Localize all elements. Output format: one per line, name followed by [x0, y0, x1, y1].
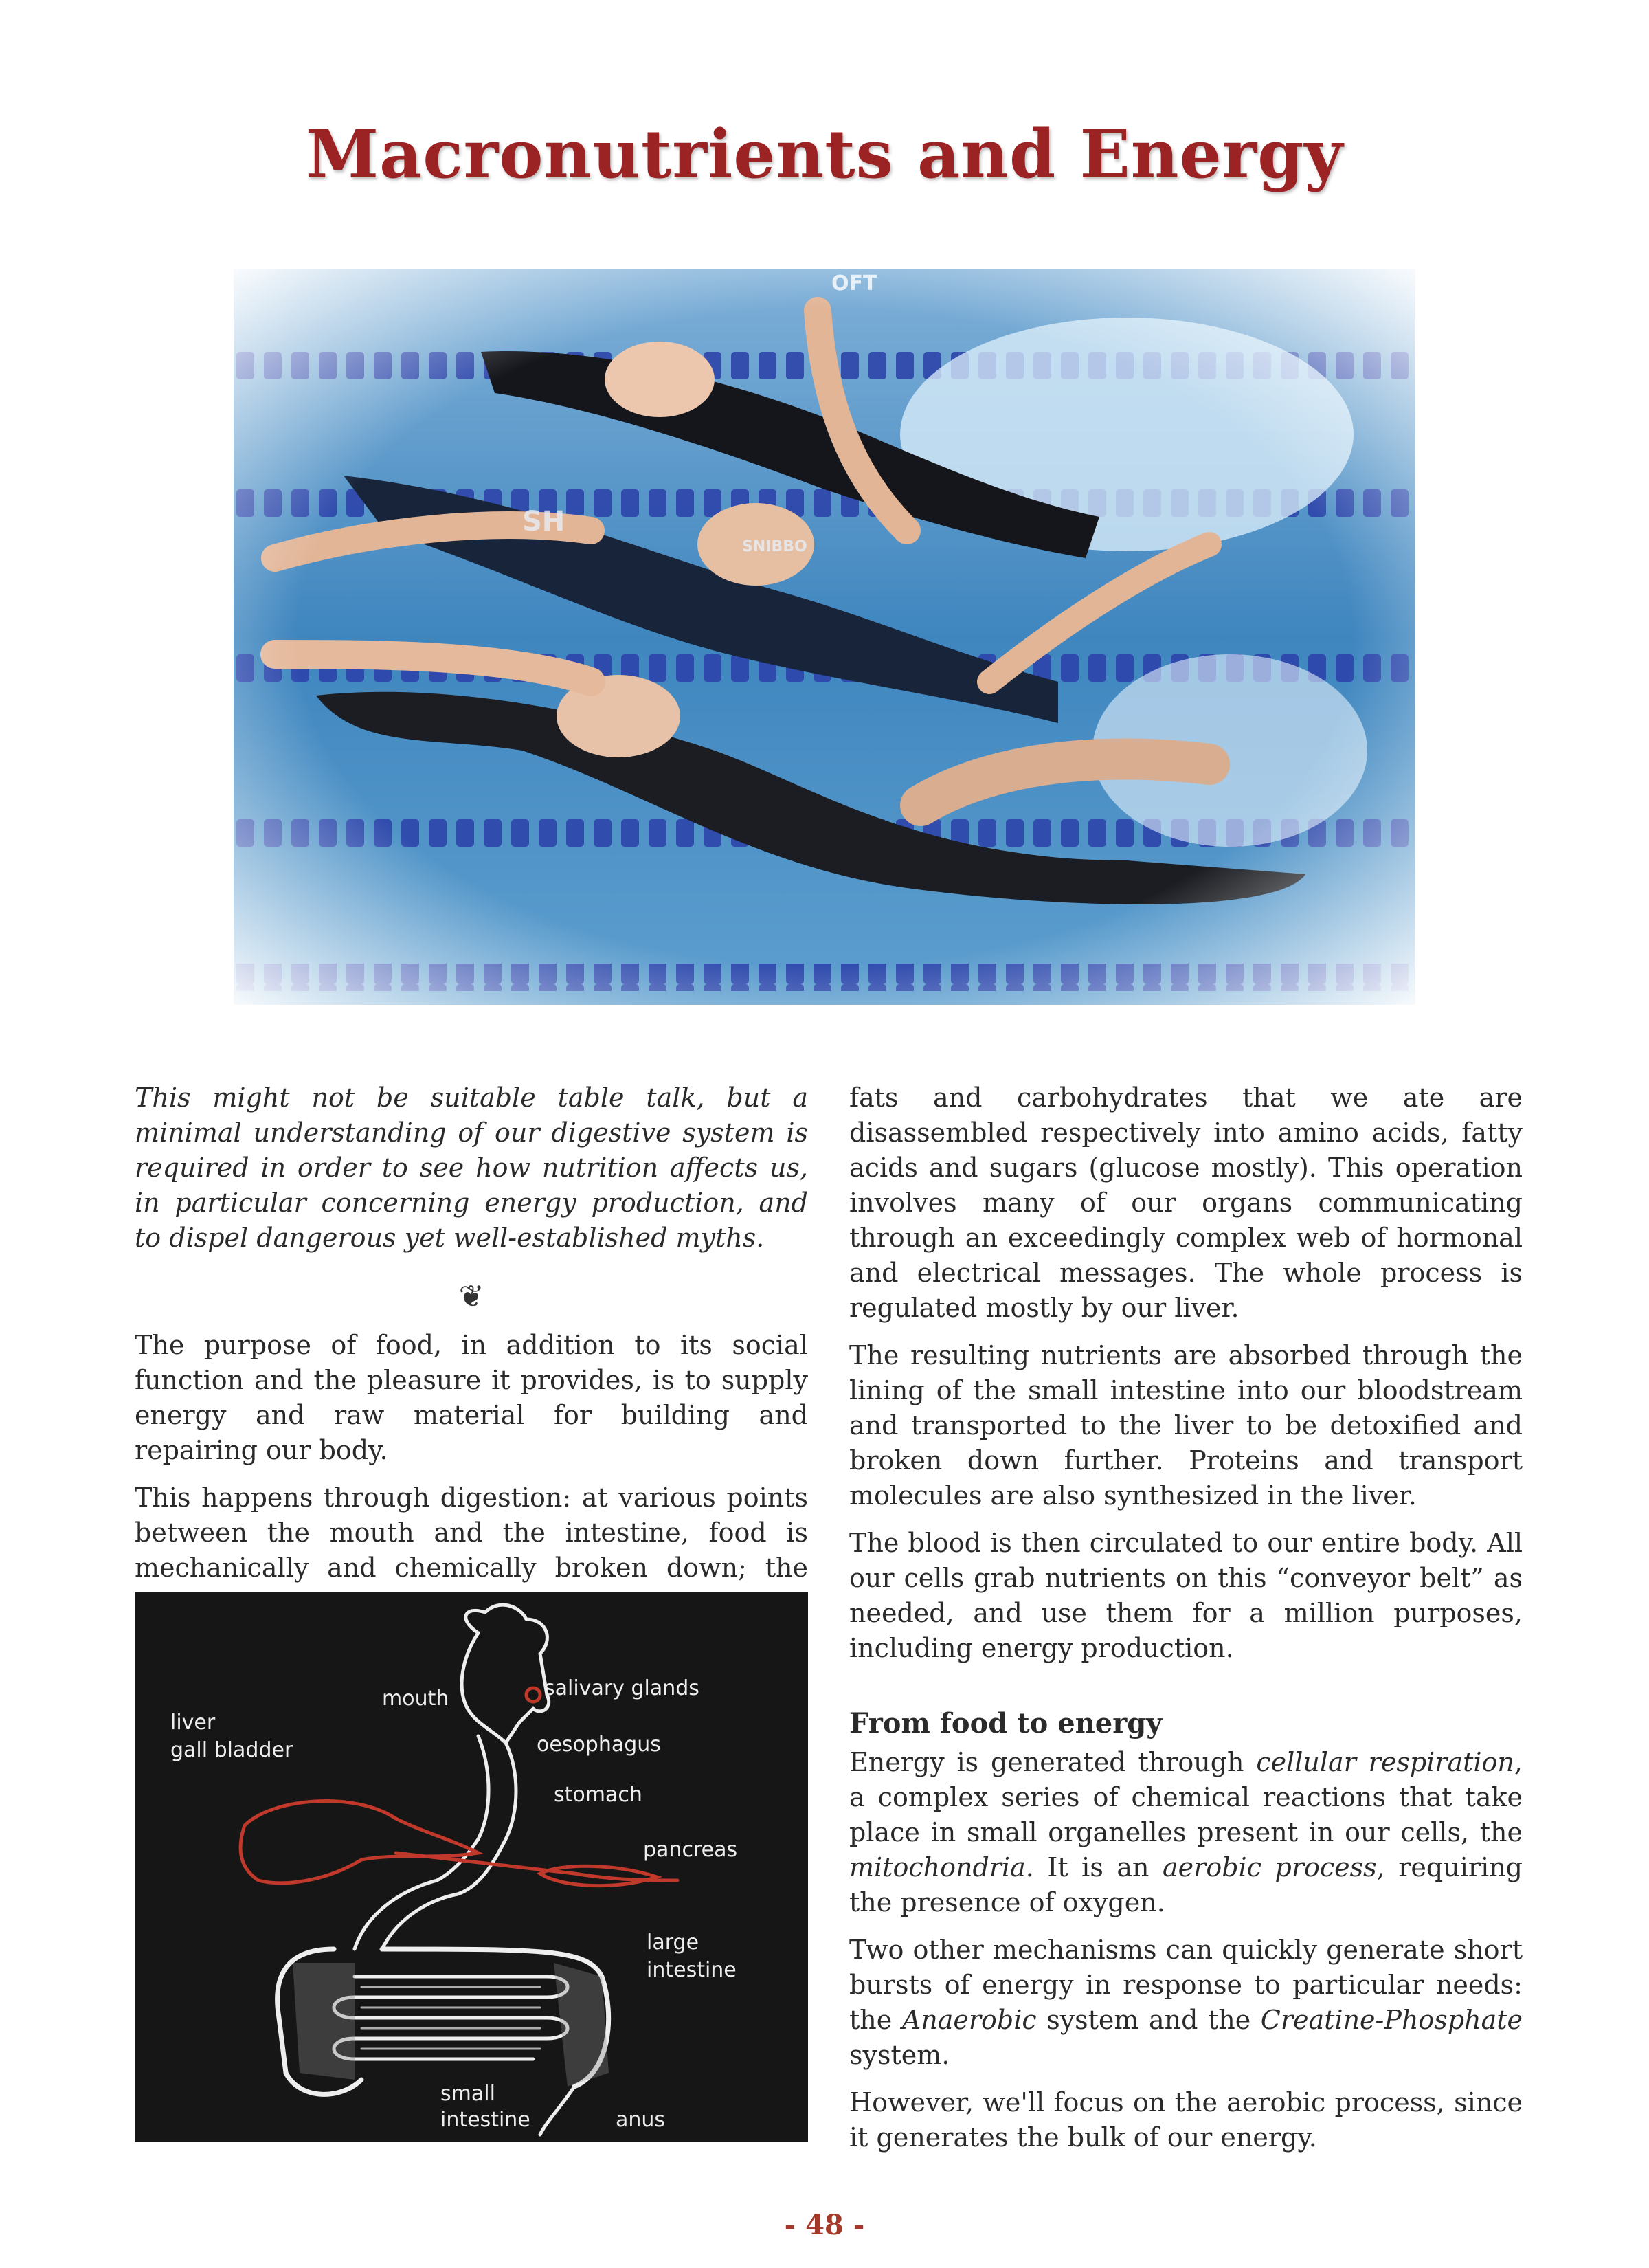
mechanisms-paragraph [849, 1933, 1523, 2073]
paragraph: The purpose of food, in addition to its social function and the pleasure it provides, is to supply energy and raw material for building and repairing our body. [135, 1330, 808, 1465]
paragraph: fats and carbohydrates that we ate are disassembled respectively into amino acids, fatty acids and sugars (glucose mostly). This operation involves many of our organs communicating through an exceedingly complex web of hormonal and electrical messages. The whole process is regulated mostly by our liver. [849, 1082, 1523, 1323]
label-oesophagus: oesophagus [537, 1733, 661, 1757]
emphasis-text: aerobic process [1163, 1852, 1377, 1882]
label-salivary-glands: salivary glands [544, 1676, 699, 1700]
sign-mark-oft: OFT [831, 271, 877, 296]
text-span: , a complex series of chemical reactions that take place in small organelles present in our cells, the [849, 1747, 1523, 1847]
label-pancreas: pancreas [643, 1838, 738, 1862]
label-large-intestine-2: intestine [647, 1958, 737, 1982]
energy-paragraph [849, 1745, 1523, 1920]
label-gall-bladder: gall bladder [170, 1738, 293, 1762]
label-small-intestine-2: intestine [440, 2108, 530, 2132]
emphasis-text: Creatine-Phosphate [1260, 2005, 1523, 2035]
text-span: system and the [1036, 2005, 1261, 2035]
swimmers-photo [234, 269, 1415, 1005]
section-heading: From food to energy [849, 1707, 1163, 1739]
text-span: system. [849, 2040, 950, 2070]
closing-paragraph: However, we'll focus on the aerobic process, since it generates the bulk of our energy. [849, 2087, 1523, 2153]
ornament-icon: ❦ [458, 1279, 484, 1314]
label-stomach: stomach [554, 1783, 642, 1807]
page-number: - 48 - [784, 2209, 865, 2241]
text-span: Two other mechanisms can quickly generate short bursts of energy in response to particular needs: the [849, 1935, 1523, 2035]
label-anus: anus [616, 2108, 666, 2132]
cap-mark-sh: SH [522, 506, 565, 537]
text-span: . It is an [1025, 1852, 1163, 1882]
right-column [849, 1080, 1523, 2168]
emphasis-text: cellular respiration [1256, 1747, 1514, 1777]
paragraph: The resulting nutrients are absorbed through the lining of the small intestine into our bloodstream and transported to the liver to be detoxified and broken down further. Proteins and transport molecules are also synthesized in the liver. [849, 1340, 1523, 1511]
left-column [135, 1080, 808, 1633]
page-title: Macronutrients and Energy [305, 115, 1344, 193]
emphasis-text: mitochondria [849, 1852, 1026, 1882]
intro-paragraph: This might not be suitable table talk, but a minimal understanding of our digestive system is required in order to see how nutrition affects us, in particular concerning energy production, and to dispel dangerous yet well-established myths. [135, 1082, 808, 1253]
text-span: Energy is generated through [849, 1747, 1257, 1777]
paragraph: This happens through digestion: at various points between the mouth and the intestine, food is mechanically and chemically broken down; the [135, 1482, 808, 1583]
paragraph: The blood is then circulated to our entire body. All our cells grab nutrients on this “conveyor belt” as needed, and use them for a million purposes, including energy production. [849, 1528, 1523, 1663]
cap-mark-snibbo: SNIBBO [742, 538, 807, 555]
digestive-system-diagram [135, 1592, 808, 2142]
label-liver: liver [170, 1711, 216, 1735]
emphasis-text: Anaerobic [901, 2005, 1037, 2035]
text-span: , requiring the presence of oxygen. [849, 1852, 1523, 1917]
label-mouth: mouth [382, 1687, 449, 1711]
label-large-intestine-1: large [647, 1931, 699, 1955]
label-small-intestine-1: small [440, 2082, 495, 2106]
